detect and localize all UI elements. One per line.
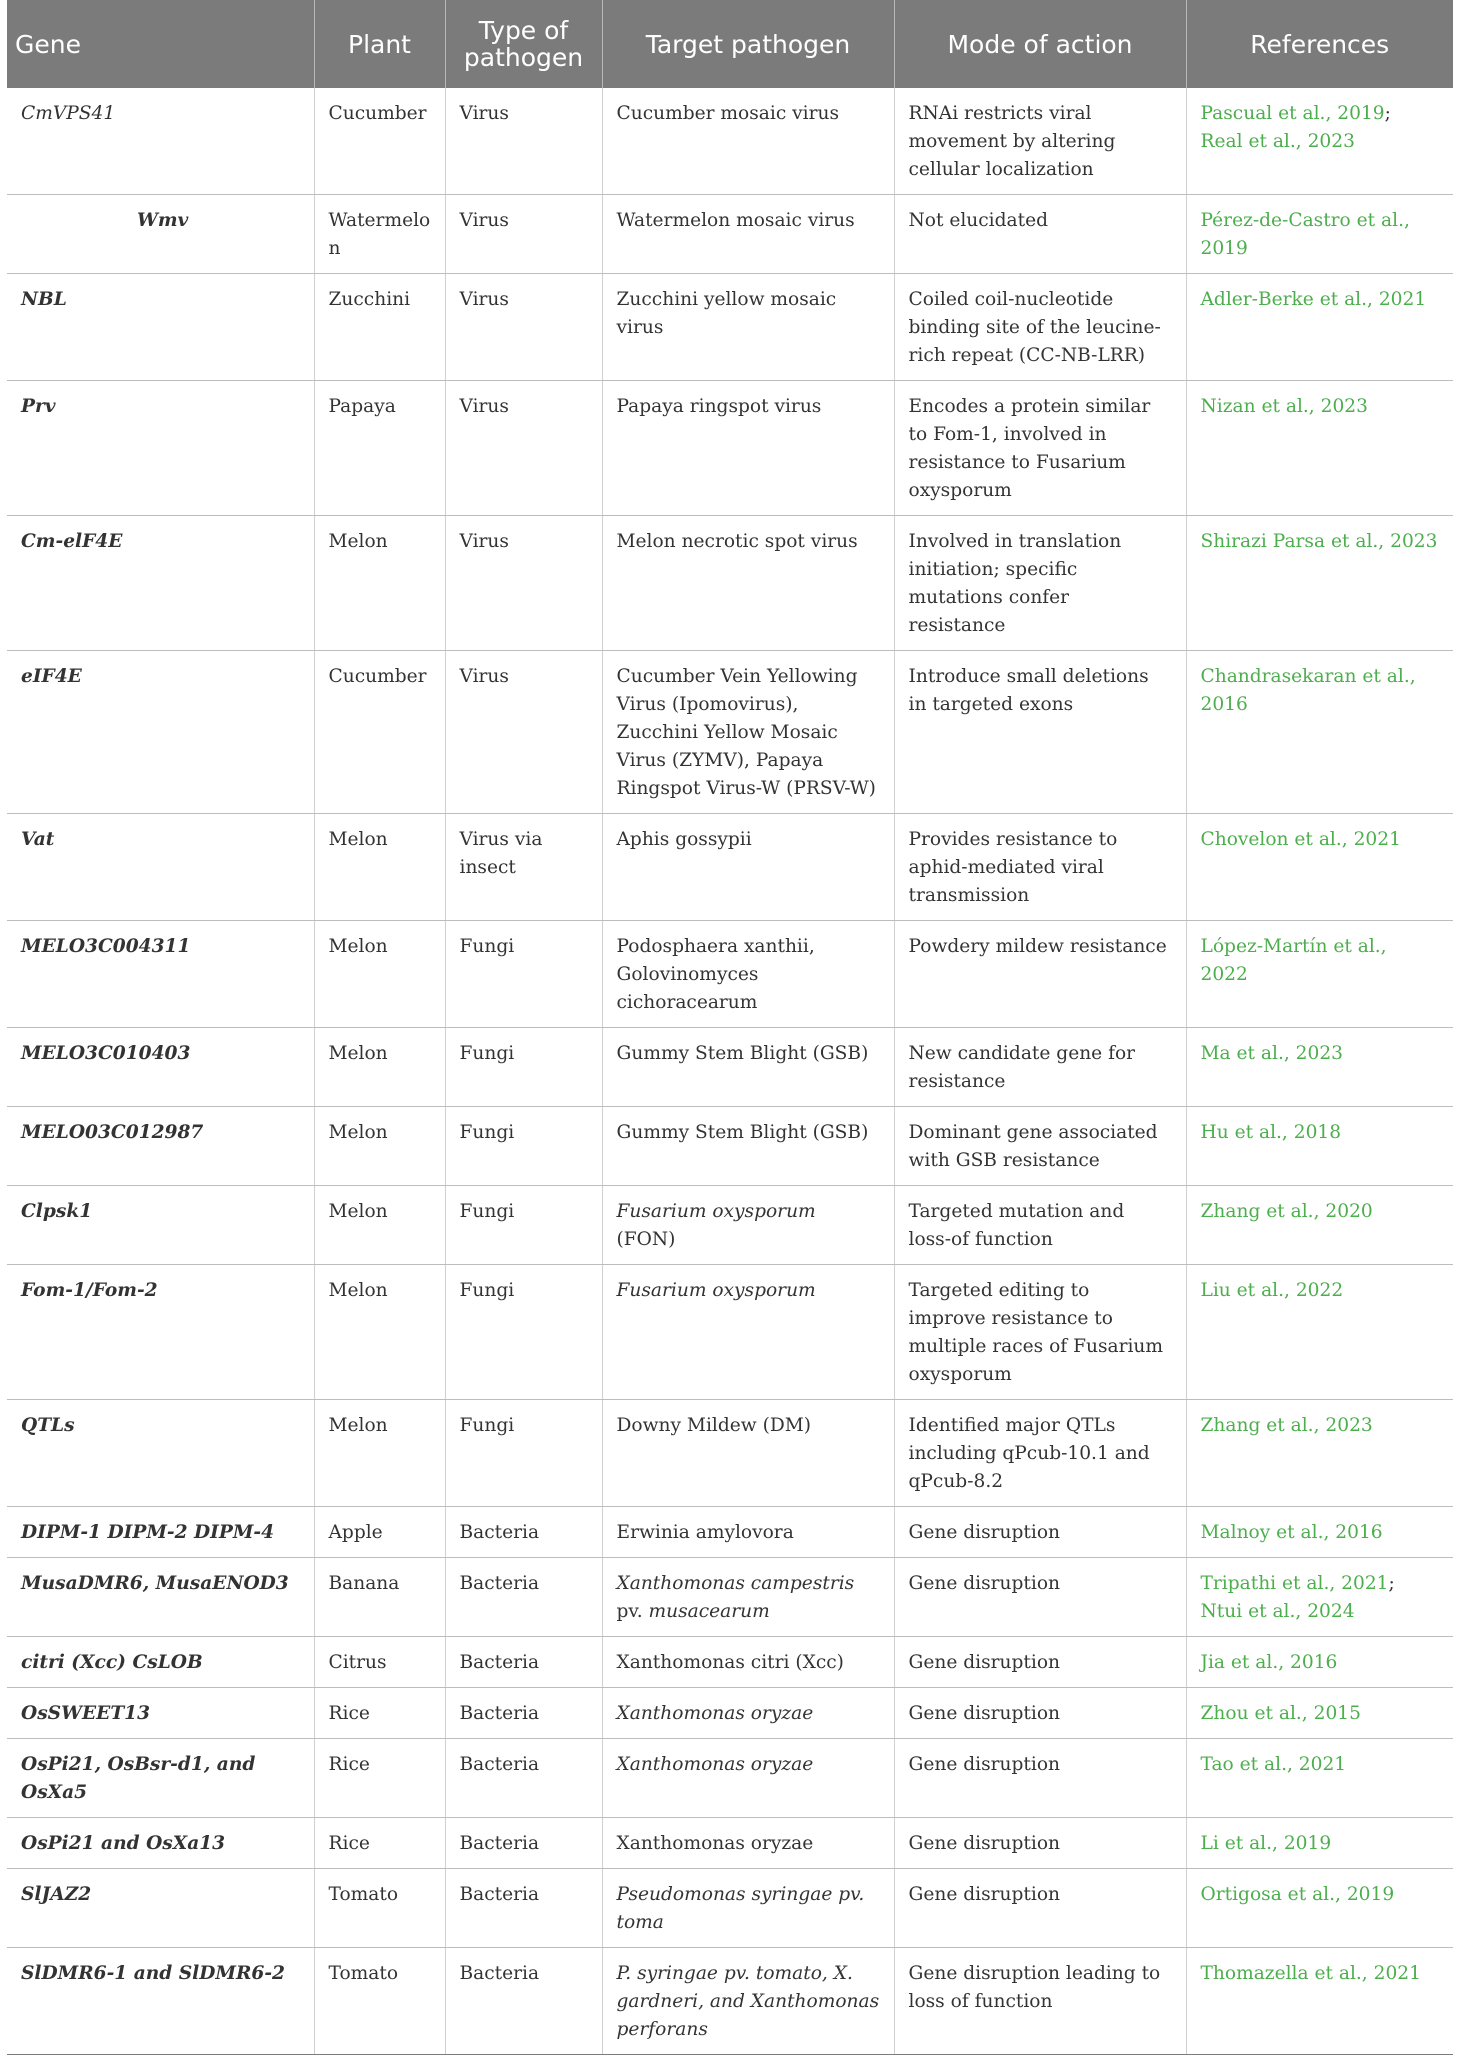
gene-cell: MELO3C010403: [7, 1028, 314, 1107]
mode-of-action-cell: Coiled coil-nucleotide binding site of the leucine-rich repeat (CC-NB-LRR): [894, 274, 1186, 381]
gene-cell: eIF4E: [7, 651, 314, 814]
reference-link[interactable]: Liu et al., 2022: [1200, 1280, 1344, 1301]
table-row: [7, 274, 1453, 381]
table-row: [7, 1507, 1453, 1558]
target-pathogen-cell: [602, 1637, 894, 1688]
target-pathogen-cell: [602, 1869, 894, 1948]
table-row: [7, 651, 1453, 814]
plant-cell: Papaya: [314, 381, 445, 516]
plant-cell: Cucumber: [314, 88, 445, 195]
mode-of-action-cell: Gene disruption: [894, 1637, 1186, 1688]
target-text: pv.: [616, 1601, 649, 1622]
reference-link[interactable]: Chandrasekaran et al., 2016: [1200, 666, 1416, 715]
gene-cell: MELO03C012987: [7, 1107, 314, 1186]
target-text: Melon necrotic spot virus: [616, 531, 858, 552]
table-row: [7, 1558, 1453, 1637]
pathogen-type-cell: Fungi: [445, 1186, 602, 1265]
header-plant: Plant: [314, 0, 445, 88]
reference-link[interactable]: Nizan et al., 2023: [1200, 396, 1368, 417]
plant-cell: Cucumber: [314, 651, 445, 814]
reference-link[interactable]: Pascual et al., 2019: [1200, 103, 1385, 124]
pathogen-type-cell: Virus: [445, 88, 602, 195]
mode-of-action-cell: Targeted mutation and loss-of function: [894, 1186, 1186, 1265]
plant-cell: Tomato: [314, 1948, 445, 2055]
target-italic: musacearum: [648, 1601, 770, 1622]
target-pathogen-cell: [602, 1558, 894, 1637]
table-row: [7, 1186, 1453, 1265]
plant-cell: Watermelon: [314, 195, 445, 274]
pathogen-type-cell: Virus: [445, 381, 602, 516]
references-cell: [1186, 88, 1453, 195]
pathogen-type-cell: Virus: [445, 274, 602, 381]
reference-link[interactable]: Ortigosa et al., 2019: [1200, 1884, 1395, 1905]
table-row: [7, 814, 1453, 921]
target-italic: Fusarium oxysporum: [616, 1201, 816, 1222]
target-pathogen-cell: [602, 381, 894, 516]
target-pathogen-cell: [602, 1186, 894, 1265]
mode-of-action-cell: Gene disruption: [894, 1507, 1186, 1558]
mode-of-action-cell: Gene disruption: [894, 1558, 1186, 1637]
target-italic: Xanthomonas oryzae: [616, 1703, 814, 1724]
target-pathogen-cell: [602, 1948, 894, 2055]
target-pathogen-cell: [602, 1688, 894, 1739]
reference-link[interactable]: Zhang et al., 2020: [1200, 1201, 1373, 1222]
references-cell: [1186, 1818, 1453, 1869]
references-cell: [1186, 1107, 1453, 1186]
gene-cell: SlDMR6-1 and SlDMR6-2: [7, 1948, 314, 2055]
gene-cell: QTLs: [7, 1400, 314, 1507]
pathogen-type-cell: Bacteria: [445, 1688, 602, 1739]
table-row: [7, 921, 1453, 1028]
references-cell: [1186, 1400, 1453, 1507]
target-pathogen-cell: [602, 88, 894, 195]
target-text: Podosphaera xanthii, Golovinomyces cichoracearum: [616, 936, 815, 1013]
reference-link[interactable]: Zhou et al., 2015: [1200, 1703, 1361, 1724]
reference-link[interactable]: Pérez-de-Castro et al., 2019: [1200, 210, 1410, 259]
target-pathogen-cell: [602, 1739, 894, 1818]
references-cell: [1186, 1507, 1453, 1558]
target-text: Gummy Stem Blight (GSB): [616, 1122, 869, 1143]
target-italic: P. syringae pv. tomato, X. gardneri, and Xanthomonas perforans: [616, 1963, 880, 2040]
table-body: [7, 88, 1453, 2055]
target-pathogen-cell: [602, 274, 894, 381]
pathogen-type-cell: Bacteria: [445, 1948, 602, 2055]
table-header: [7, 0, 1453, 88]
table-row: [7, 1107, 1453, 1186]
references-cell: [1186, 1869, 1453, 1948]
mode-of-action-cell: Gene disruption leading to loss of function: [894, 1948, 1186, 2055]
mode-of-action-cell: New candidate gene for resistance: [894, 1028, 1186, 1107]
reference-link[interactable]: Shirazi Parsa et al., 2023: [1200, 531, 1438, 552]
table-row: [7, 1265, 1453, 1400]
mode-of-action-cell: Introduce small deletions in targeted exons: [894, 651, 1186, 814]
mode-of-action-cell: Gene disruption: [894, 1739, 1186, 1818]
mode-of-action-cell: Targeted editing to improve resistance to multiple races of Fusarium oxysporum: [894, 1265, 1186, 1400]
mode-of-action-cell: Provides resistance to aphid-mediated viral transmission: [894, 814, 1186, 921]
references-cell: [1186, 1688, 1453, 1739]
reference-link[interactable]: Adler-Berke et al., 2021: [1200, 289, 1427, 310]
target-italic: Fusarium oxysporum: [616, 1280, 816, 1301]
pathogen-type-cell: Virus: [445, 195, 602, 274]
mode-of-action-cell: Identified major QTLs including qPcub-10.1 and qPcub-8.2: [894, 1400, 1186, 1507]
references-cell: [1186, 1948, 1453, 2055]
gene-cell: OsPi21 and OsXa13: [7, 1818, 314, 1869]
gene-cell: CmVPS41: [7, 88, 314, 195]
reference-link[interactable]: Malnoy et al., 2016: [1200, 1522, 1383, 1543]
target-text: Downy Mildew (DM): [616, 1415, 812, 1436]
mode-of-action-cell: Gene disruption: [894, 1869, 1186, 1948]
pathogen-type-cell: Bacteria: [445, 1637, 602, 1688]
gene-cell: Wmv: [7, 195, 314, 274]
pathogen-type-cell: Bacteria: [445, 1507, 602, 1558]
plant-cell: Melon: [314, 516, 445, 651]
target-pathogen-cell: [602, 1818, 894, 1869]
mode-of-action-cell: Encodes a protein similar to Fom-1, involved in resistance to Fusarium oxysporum: [894, 381, 1186, 516]
plant-cell: Banana: [314, 1558, 445, 1637]
plant-cell: Citrus: [314, 1637, 445, 1688]
plant-cell: Apple: [314, 1507, 445, 1558]
reference-link[interactable]: Ma et al., 2023: [1200, 1043, 1344, 1064]
gene-cell: NBL: [7, 274, 314, 381]
references-cell: [1186, 1637, 1453, 1688]
reference-link[interactable]: Zhang et al., 2023: [1200, 1415, 1373, 1436]
references-cell: [1186, 274, 1453, 381]
table-row: [7, 1739, 1453, 1818]
plant-cell: Melon: [314, 1186, 445, 1265]
target-italic: Xanthomonas campestris: [616, 1573, 855, 1594]
header-gene: Gene: [7, 0, 314, 88]
references-cell: [1186, 651, 1453, 814]
target-text: Xanthomonas citri (Xcc): [616, 1652, 844, 1673]
table-row: [7, 1688, 1453, 1739]
pathogen-type-cell: Virus via insect: [445, 814, 602, 921]
target-text: Gummy Stem Blight (GSB): [616, 1043, 869, 1064]
target-text: Watermelon mosaic virus: [616, 210, 855, 231]
header-mode-of-action: Mode of action: [894, 0, 1186, 88]
gene-cell: MELO3C004311: [7, 921, 314, 1028]
reference-link[interactable]: López-Martín et al., 2022: [1200, 936, 1387, 985]
plant-cell: Melon: [314, 1400, 445, 1507]
plant-cell: Melon: [314, 921, 445, 1028]
header-row: [7, 0, 1453, 88]
target-pathogen-cell: [602, 195, 894, 274]
pathogen-type-cell: Fungi: [445, 1028, 602, 1107]
table-row: [7, 1869, 1453, 1948]
plant-cell: Rice: [314, 1688, 445, 1739]
references-cell: [1186, 1558, 1453, 1637]
gene-cell: MusaDMR6, MusaENOD3: [7, 1558, 314, 1637]
pathogen-type-cell: Virus: [445, 651, 602, 814]
table-row: [7, 1948, 1453, 2055]
reference-link[interactable]: Tripathi et al., 2021: [1200, 1573, 1389, 1594]
pathogen-type-cell: Virus: [445, 516, 602, 651]
target-pathogen-cell: [602, 1265, 894, 1400]
plant-cell: Rice: [314, 1818, 445, 1869]
plant-cell: Zucchini: [314, 274, 445, 381]
gene-cell: OsSWEET13: [7, 1688, 314, 1739]
mode-of-action-cell: Dominant gene associated with GSB resistance: [894, 1107, 1186, 1186]
pathogen-type-cell: Fungi: [445, 921, 602, 1028]
gene-cell: Clpsk1: [7, 1186, 314, 1265]
references-cell: [1186, 1186, 1453, 1265]
reference-link[interactable]: Jia et al., 2016: [1200, 1652, 1338, 1673]
reference-link[interactable]: Tao et al., 2021: [1200, 1754, 1347, 1775]
gene-cell: citri (Xcc) CsLOB: [7, 1637, 314, 1688]
pathogen-type-cell: Fungi: [445, 1265, 602, 1400]
table-row: [7, 1637, 1453, 1688]
target-text: Zucchini yellow mosaic virus: [616, 289, 837, 338]
reference-link[interactable]: Chovelon et al., 2021: [1200, 829, 1401, 850]
header-target-pathogen: Target pathogen: [602, 0, 894, 88]
reference-separator: ;: [1384, 103, 1391, 124]
reference-separator: ;: [1388, 1573, 1395, 1594]
references-cell: [1186, 814, 1453, 921]
target-text: Cucumber Vein Yellowing Virus (Ipomovirus), Zucchini Yellow Mosaic Virus (ZYMV), Papaya Ringspot Virus-W (PRSV-W): [616, 666, 876, 799]
plant-cell: Melon: [314, 814, 445, 921]
table-row: [7, 195, 1453, 274]
target-text: Aphis gossypii: [616, 829, 752, 850]
gene-cell: Fom-1/Fom-2: [7, 1265, 314, 1400]
header-type-of-pathogen: Type of pathogen: [445, 0, 602, 88]
references-cell: [1186, 381, 1453, 516]
mode-of-action-cell: Powdery mildew resistance: [894, 921, 1186, 1028]
plant-cell: Melon: [314, 1265, 445, 1400]
header-references: References: [1186, 0, 1453, 88]
reference-link[interactable]: Ntui et al., 2024: [1200, 1601, 1355, 1622]
table-row: [7, 88, 1453, 195]
references-cell: [1186, 921, 1453, 1028]
references-cell: [1186, 516, 1453, 651]
resistance-genes-table: [7, 0, 1453, 2055]
gene-cell: DIPM-1 DIPM-2 DIPM-4: [7, 1507, 314, 1558]
mode-of-action-cell: Not elucidated: [894, 195, 1186, 274]
plant-cell: Tomato: [314, 1869, 445, 1948]
gene-cell: SlJAZ2: [7, 1869, 314, 1948]
pathogen-type-cell: Fungi: [445, 1107, 602, 1186]
target-pathogen-cell: [602, 1400, 894, 1507]
target-pathogen-cell: [602, 516, 894, 651]
pathogen-type-cell: Bacteria: [445, 1869, 602, 1948]
pathogen-type-cell: Bacteria: [445, 1739, 602, 1818]
target-text: (FON): [616, 1229, 676, 1250]
target-pathogen-cell: [602, 1028, 894, 1107]
target-text: Erwinia amylovora: [616, 1522, 794, 1543]
table-row: [7, 1818, 1453, 1869]
reference-link[interactable]: Real et al., 2023: [1200, 131, 1355, 152]
target-pathogen-cell: [602, 1107, 894, 1186]
mode-of-action-cell: Involved in translation initiation; specific mutations confer resistance: [894, 516, 1186, 651]
table-row: [7, 1400, 1453, 1507]
pathogen-type-cell: Bacteria: [445, 1818, 602, 1869]
reference-link[interactable]: Thomazella et al., 2021: [1200, 1963, 1421, 1984]
table-row: [7, 516, 1453, 651]
gene-cell: Vat: [7, 814, 314, 921]
target-pathogen-cell: [602, 921, 894, 1028]
table-container: [7, 0, 1453, 2055]
pathogen-type-cell: Fungi: [445, 1400, 602, 1507]
references-cell: [1186, 195, 1453, 274]
gene-cell: Cm-elF4E: [7, 516, 314, 651]
reference-link[interactable]: Hu et al., 2018: [1200, 1122, 1342, 1143]
target-text: Xanthomonas oryzae: [616, 1833, 814, 1854]
plant-cell: Melon: [314, 1028, 445, 1107]
references-cell: [1186, 1265, 1453, 1400]
target-pathogen-cell: [602, 1507, 894, 1558]
target-pathogen-cell: [602, 651, 894, 814]
plant-cell: Rice: [314, 1739, 445, 1818]
gene-cell: OsPi21, OsBsr-d1, and OsXa5: [7, 1739, 314, 1818]
pathogen-type-cell: Bacteria: [445, 1558, 602, 1637]
mode-of-action-cell: RNAi restricts viral movement by altering cellular localization: [894, 88, 1186, 195]
mode-of-action-cell: Gene disruption: [894, 1688, 1186, 1739]
gene-cell: Prv: [7, 381, 314, 516]
table-row: [7, 381, 1453, 516]
references-cell: [1186, 1739, 1453, 1818]
mode-of-action-cell: Gene disruption: [894, 1818, 1186, 1869]
target-pathogen-cell: [602, 814, 894, 921]
target-text: Papaya ringspot virus: [616, 396, 822, 417]
plant-cell: Melon: [314, 1107, 445, 1186]
target-text: Cucumber mosaic virus: [616, 103, 840, 124]
table-row: [7, 1028, 1453, 1107]
references-cell: [1186, 1028, 1453, 1107]
target-italic: Xanthomonas oryzae: [616, 1754, 814, 1775]
target-italic: Pseudomonas syringae pv. toma: [616, 1884, 865, 1933]
reference-link[interactable]: Li et al., 2019: [1200, 1833, 1332, 1854]
